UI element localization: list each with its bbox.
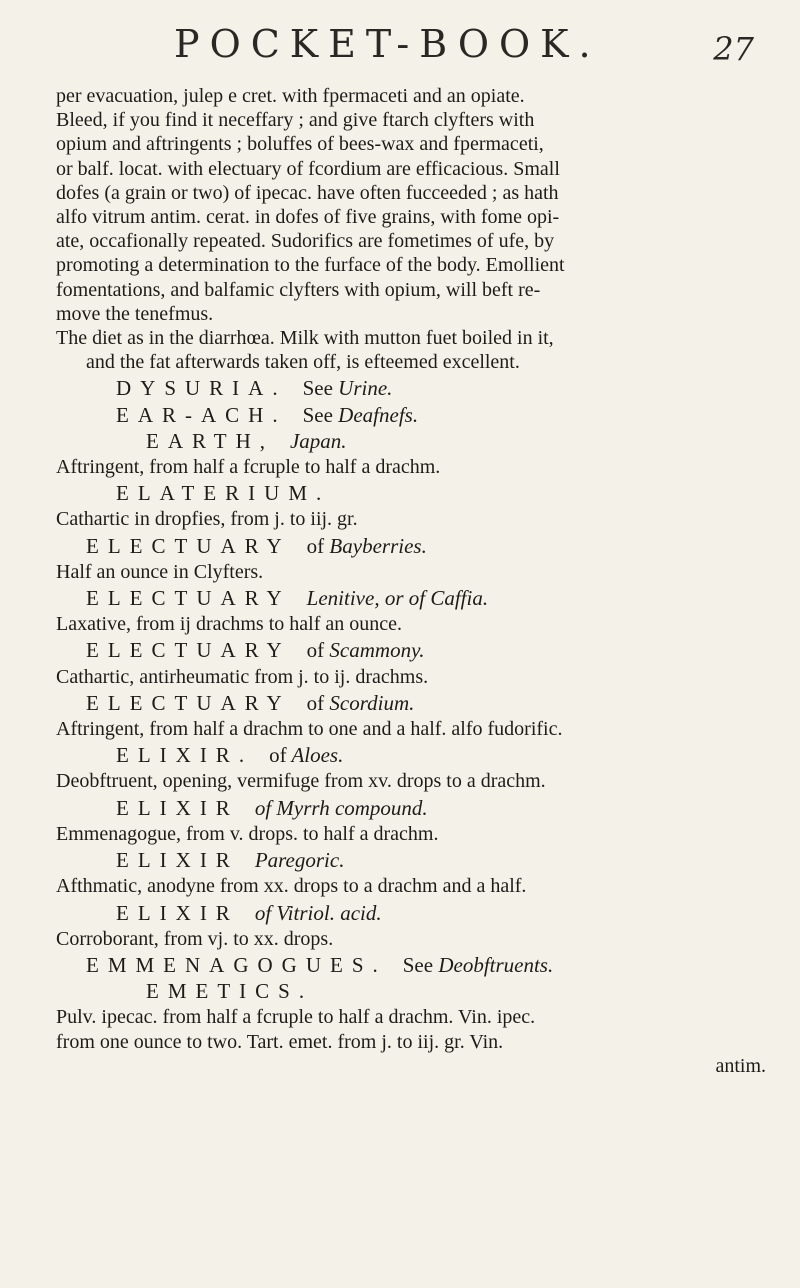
entry-reference-prefix: of bbox=[269, 743, 287, 768]
text-line: ate, occafionally repeated. Sudorifics are fometimes of ufe, by bbox=[56, 230, 555, 253]
entry-reference-term: Bayberries. bbox=[329, 533, 427, 558]
entry-heading bbox=[56, 429, 766, 453]
text-line: move the tenefmus. bbox=[56, 302, 214, 325]
entry-heading bbox=[56, 901, 766, 925]
entry-reference bbox=[255, 796, 428, 820]
entry-reference-prefix: of bbox=[306, 690, 325, 715]
entry-title: ELIXIR bbox=[116, 900, 239, 925]
text-line: promoting a determination to the furface of the body. Emollient bbox=[56, 254, 565, 277]
entry-reference-term: Scordium. bbox=[329, 690, 415, 715]
entry-heading bbox=[56, 638, 766, 662]
text-line: Pulv. ipecac. from half a fcruple to half a drachm. Vin. ipec. bbox=[56, 1006, 536, 1029]
entry-reference-term: Deafnefs. bbox=[338, 402, 419, 427]
text-line: The diet as in the diarrhœa. Milk with mutton fuet boiled in it, bbox=[56, 327, 554, 350]
entry-heading bbox=[56, 481, 766, 505]
text-line: fomentations, and balfamic clyfters with opium, will beft re- bbox=[56, 278, 541, 301]
text-line: Bleed, if you find it neceffary ; and give ftarch clyfters with bbox=[56, 109, 535, 132]
emetics-paragraph bbox=[56, 1005, 766, 1078]
entry-reference-prefix: of bbox=[306, 638, 325, 663]
entry-reference-term: of Myrrh compound. bbox=[254, 795, 428, 820]
entry-reference bbox=[255, 901, 382, 925]
entry-description: Cathartic in dropfies, from j. to iij. gr. bbox=[56, 508, 358, 531]
entry-description: Aftringent, from half a drachm to one and a half. alfo fudorific. bbox=[56, 718, 563, 741]
entry-reference-term: Lenitive, or of Caffia. bbox=[306, 586, 489, 611]
entry-heading bbox=[56, 848, 766, 872]
entry-reference-prefix: See bbox=[302, 376, 333, 401]
entry-reference-term: Urine. bbox=[338, 376, 393, 401]
entry-reference bbox=[403, 953, 553, 977]
entry-heading bbox=[56, 743, 766, 767]
text-line: alfo vitrum antim. cerat. in dofes of five grains, with fome opi- bbox=[56, 206, 560, 229]
entry-reference bbox=[303, 403, 418, 427]
entry-description: Aftringent, from half a fcruple to half a drachm. bbox=[56, 456, 441, 479]
entry-reference-prefix: See bbox=[402, 952, 434, 977]
text-line: from one ounce to two. Tart. emet. from j. to iij. gr. Vin. bbox=[56, 1030, 504, 1053]
entry-reference bbox=[303, 376, 393, 400]
entry-heading bbox=[56, 534, 766, 558]
entry-title: ELECTUARY bbox=[86, 533, 291, 558]
entry-heading bbox=[56, 953, 766, 977]
entry-heading bbox=[56, 403, 766, 427]
entry-description: Emmenagogue, from v. drops. to half a drachm. bbox=[56, 822, 439, 845]
entry-title: DYSURIA. bbox=[116, 376, 287, 401]
page-header bbox=[56, 22, 766, 84]
entry-heading bbox=[56, 979, 766, 1003]
entry-title: EARTH, bbox=[146, 428, 274, 453]
entry-title: ELECTUARY bbox=[86, 690, 291, 715]
entry-title: ELECTUARY bbox=[86, 638, 291, 663]
entry-reference-prefix: See bbox=[302, 402, 333, 427]
entry-reference bbox=[269, 743, 343, 767]
entry-reference bbox=[307, 638, 425, 662]
entry-heading bbox=[56, 586, 766, 610]
entry-title: ELATERIUM. bbox=[116, 481, 331, 506]
book-page bbox=[56, 22, 766, 1078]
entry-reference-term: of Vitriol. acid. bbox=[254, 900, 382, 925]
entry-heading bbox=[56, 691, 766, 715]
diet-paragraph bbox=[56, 326, 766, 374]
entry-description: Corroborant, from vj. to xx. drops. bbox=[56, 927, 334, 950]
entry-reference bbox=[255, 848, 345, 872]
text-line: and the fat afterwards taken off, is efteemed excellent. bbox=[86, 351, 520, 374]
entry-title: ELIXIR bbox=[116, 795, 239, 820]
entry-reference bbox=[307, 534, 427, 558]
page-number: 27 bbox=[713, 30, 754, 68]
entry-reference-term: Aloes. bbox=[291, 743, 344, 768]
entry-reference-term: Deobftruents. bbox=[438, 952, 554, 977]
entry-reference bbox=[290, 429, 347, 453]
entry-title: ELIXIR bbox=[116, 848, 239, 873]
entry-reference-prefix: of bbox=[306, 533, 325, 558]
text-line: opium and aftringents ; boluffes of bees-wax and fpermaceti, bbox=[56, 133, 544, 156]
entry-description: Afthmatic, anodyne from xx. drops to a drachm and a half. bbox=[56, 875, 527, 898]
entry-title: ELECTUARY bbox=[86, 586, 291, 611]
entry-list bbox=[56, 376, 766, 1003]
entry-reference-term: Japan. bbox=[289, 428, 347, 453]
intro-paragraph bbox=[56, 84, 766, 326]
running-title: POCKET-BOOK. bbox=[174, 22, 601, 66]
entry-reference-term: Scammony. bbox=[329, 638, 425, 663]
entry-reference-term: Paregoric. bbox=[254, 848, 345, 873]
text-line: antim. bbox=[715, 1054, 766, 1077]
entry-heading bbox=[56, 376, 766, 400]
entry-description: Laxative, from ij drachms to half an ounce. bbox=[56, 613, 402, 636]
text-line: dofes (a grain or two) of ipecac. have often fucceeded ; as hath bbox=[56, 181, 559, 204]
entry-reference bbox=[307, 586, 488, 610]
entry-description: Deobftruent, opening, vermifuge from xv. drops to a drachm. bbox=[56, 770, 546, 793]
text-line: per evacuation, julep e cret. with fpermaceti and an opiate. bbox=[56, 85, 525, 107]
text-line: or balf. locat. with electuary of fcordium are efficacious. Small bbox=[56, 157, 560, 180]
entry-description: Cathartic, antirheumatic from j. to ij. drachms. bbox=[56, 665, 429, 688]
entry-title: EMMENAGOGUES. bbox=[86, 952, 387, 977]
entry-heading bbox=[56, 796, 766, 820]
entry-title: EAR-ACH. bbox=[116, 402, 287, 427]
page-body bbox=[56, 84, 766, 1078]
entry-title: ELIXIR. bbox=[116, 743, 254, 768]
entry-reference bbox=[307, 691, 415, 715]
entry-description: Half an ounce in Clyfters. bbox=[56, 560, 264, 583]
entry-title: EMETICS. bbox=[146, 979, 314, 1004]
